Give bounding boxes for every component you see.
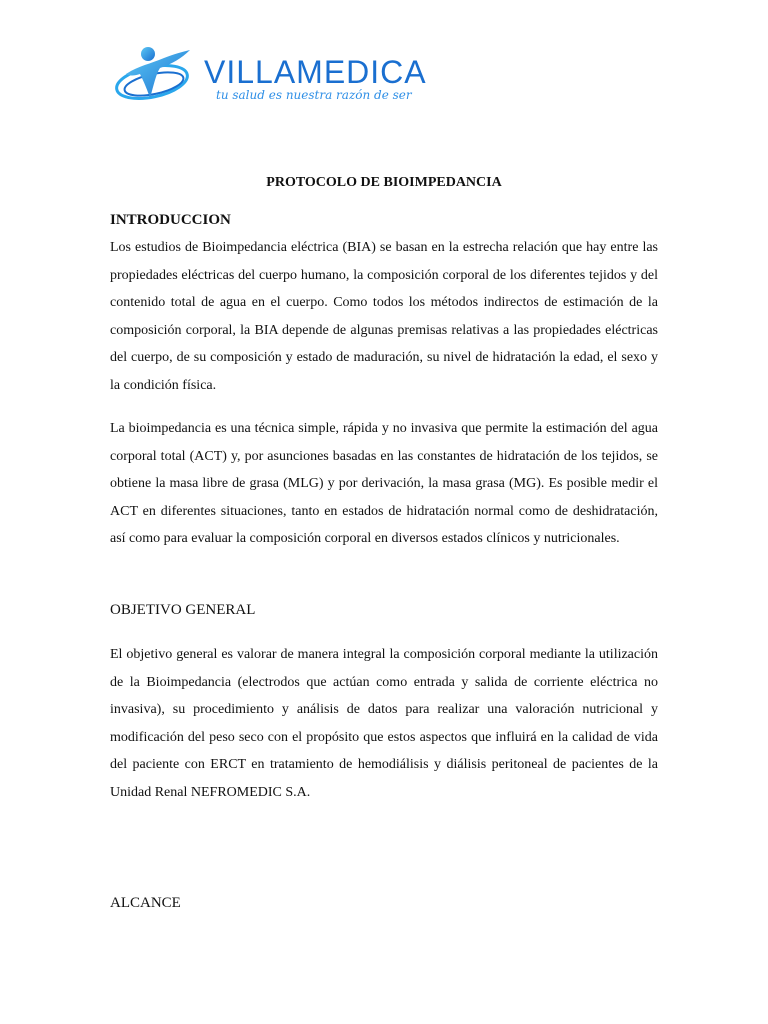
intro-paragraph-2: La bioimpedancia es una técnica simple, rápida y no invasiva que permite la estimación del agua corporal total (ACT) y, por asunciones basadas en las constantes de hidratación de los tejidos, se obtiene la masa libre de grasa (MLG) y por derivación, la masa grasa (MG). Es posible medir el ACT en diferentes situaciones, tanto en estados de hidratación normal como de deshidratación, así como para evaluar la composición corporal en diversos estados clínicos y nutricionales.	[110, 421, 658, 546]
brand-name: VILLAMEDICA	[204, 54, 427, 90]
document-title: PROTOCOLO DE BIOIMPEDANCIA	[266, 175, 502, 190]
intro-paragraph-1: Los estudios de Bioimpedancia eléctrica (BIA) se basan en la estrecha relación que hay entre las propiedades eléctricas del cuerpo humano, la composición corporal de los diferentes tejidos y del contenido total de agua en el cuerpo. Como todos los métodos indirectos de estimación de la composición corporal, la BIA depende de algunas premisas relativas a las propiedades eléctricas del cuerpo, de su composición y estado de maduración, su nivel de hidratación la edad, el sexo y la condición física.	[110, 240, 658, 393]
villamedica-logo	[112, 40, 442, 112]
person-swoosh-icon	[112, 40, 204, 112]
objective-heading: OBJETIVO GENERAL	[110, 602, 256, 618]
objective-paragraph: El objetivo general es valorar de manera integral la composición corporal mediante la utilización de la Bioimpedancia (electrodos que actúan como entrada y salida de corriente eléctrica no invasiva), su procedimiento y análisis de datos para realizar una valoración nutricional y modificación del peso seco con el propósito que estos aspectos que influirá en la calidad de vida del paciente con ERCT en tratamiento de hemodiálisis y diálisis peritoneal de pacientes de la Unidad Renal NEFROMEDIC S.A.	[110, 647, 658, 800]
scope-heading: ALCANCE	[110, 895, 181, 911]
brand-tagline: tu salud es nuestra razón de ser	[216, 88, 412, 102]
intro-heading: INTRODUCCION	[110, 212, 231, 228]
